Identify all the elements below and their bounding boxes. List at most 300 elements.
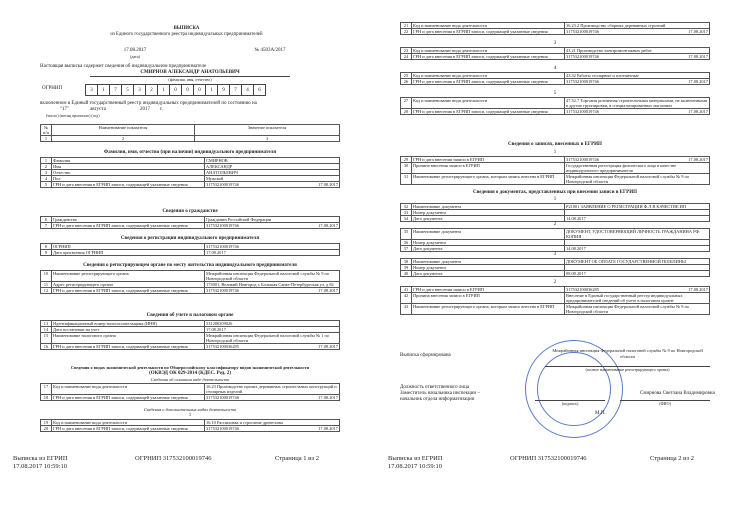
table-registration — [40, 243, 340, 256]
row-number-text: 40 — [403, 271, 409, 276]
section-documents: Сведения о документах, представленных при внесении записи в ЕГРИП — [472, 190, 638, 195]
row-label-text: ГРН и дата внесения в ЕГРИП записи, содержащей указанные сведения — [413, 109, 548, 114]
row-label-text: ГРН и дата внесения в ЕГРИП записи, содержащей указанные сведения — [53, 395, 188, 400]
row-label — [52, 223, 205, 229]
row-number — [41, 384, 52, 395]
row-label-text: Номер документа — [413, 240, 446, 245]
ogrnip-digit: 5 — [122, 85, 134, 96]
row-number-text: 42 — [403, 293, 409, 298]
row-value — [205, 250, 340, 256]
row-number — [401, 229, 412, 240]
row-label-text: Код и наименование вида деятельности — [53, 420, 128, 425]
row-label — [52, 384, 205, 395]
row-value-text: Внесение в Единый государственный реестр индивидуальных предпринимателей сведений об учете в налоговом органе — [566, 293, 683, 303]
row-value — [565, 216, 710, 222]
row-number-text: 28 — [403, 109, 409, 114]
row-value-text: 317532100019746 — [566, 79, 599, 84]
row-number-text: 18 — [43, 395, 49, 400]
state-year: 2017 — [140, 107, 150, 112]
row-label-text: Причина внесения записи в ЕГРИП — [413, 293, 480, 298]
row-label — [412, 271, 565, 277]
issued-label: Выписка сформирована — [400, 353, 451, 358]
row-label-text: Наименование документа — [413, 259, 462, 264]
row-value-text: 14.08.2017 — [566, 246, 586, 251]
row-value-text: Р21001 ЗАЯВЛЕНИЕ О РЕГИСТРАЦИИ Ф.Л В КАЧЕСТВЕ ИП — [566, 204, 687, 209]
table-okved-extra — [40, 419, 340, 432]
table-okved-main — [40, 383, 340, 401]
table-row — [41, 223, 340, 229]
row-value — [565, 109, 710, 115]
row-label — [52, 344, 205, 350]
ogrnip-digit: 6 — [254, 85, 266, 96]
row-date: 17.08.2017 — [318, 395, 338, 400]
row-number-text: 15 — [43, 333, 49, 338]
row-label-text: Причина внесения записи в ЕГРИП — [413, 163, 480, 168]
state-day: "17" — [60, 107, 70, 112]
row-value — [565, 304, 710, 315]
section-fio: Фамилия, имя, отчество (при наличии) индивидуального предпринимателя — [103, 150, 277, 155]
okved-main-caption: Сведения об основном виде деятельности — [150, 377, 230, 382]
ogrnip-digit: 4 — [242, 85, 254, 96]
table-records-2 — [400, 286, 710, 315]
row-value — [565, 79, 710, 85]
table-row — [401, 271, 710, 277]
row-number-text: 6 — [44, 217, 48, 222]
okved-n5: 5 — [553, 91, 557, 96]
table-records-1 — [400, 156, 710, 185]
row-label — [412, 229, 565, 240]
row-label-text: Код и наименование вида деятельности — [413, 23, 488, 28]
row-value-text: 531200309026 — [206, 321, 233, 326]
row-value-text: АНАТОЛЬЕВИЧ — [206, 170, 238, 175]
row-value — [565, 98, 710, 109]
section-reg-organ: Сведения о регистрирующем органе по месту жительства индивидуального предпринимателя — [83, 263, 297, 268]
ogrnip-digit-grid — [85, 84, 266, 96]
row-number-text: 38 — [403, 259, 409, 264]
statement-number: № 4503А/2017 — [254, 48, 286, 53]
row-label — [52, 250, 205, 256]
table-row — [41, 333, 340, 344]
row-value-text: ДОКУМЕНТ, УДОСТОВЕРЯЮЩИЙ ЛИЧНОСТЬ ГРАЖДАНИНА РФ: КОПИЯ — [566, 229, 701, 239]
row-label — [52, 182, 205, 188]
row-label — [52, 288, 205, 294]
row-value — [205, 182, 340, 188]
row-value-text: 317532100019746 — [206, 395, 239, 400]
row-value-text: 14.08.2017 — [566, 216, 586, 221]
table-row — [401, 246, 710, 252]
row-value-text: 317532100036285 — [566, 287, 599, 292]
ogrnip-digit: 7 — [110, 85, 122, 96]
row-label-text: Наименование регистрирующего органа, которым запись внесена в ЕГРИП — [413, 174, 555, 179]
row-value — [565, 293, 710, 304]
doc-n1: 1 — [553, 197, 557, 202]
row-label-text: ГРН и дата внесения в ЕГРИП записи, содержащей указанные сведения — [413, 54, 548, 59]
row-number-text: 33 — [403, 210, 409, 215]
row-number-text: 14 — [43, 327, 49, 332]
row-label-text: Дата присвоения ОГРНИП — [53, 250, 104, 255]
record-n1: 1 — [553, 150, 557, 155]
row-label-text: ГРН и дата внесения записи в ЕГРИП — [413, 287, 484, 292]
section-okved: Сведения о видах экономической деятельности по Общероссийскому классификатору видов экономической деятельности — [70, 365, 310, 370]
row-label-text: ГРН и дата внесения в ЕГРИП записи, содержащей указанные сведения — [53, 182, 188, 187]
doc-title: ВЫПИСКА — [173, 26, 200, 31]
footer-ogrnip: ОГРНИП 317532100019746 — [510, 455, 587, 462]
section-okved-2: (ОКВЭД ОК 029-2014 (КДЕС. Ред. 2) — [149, 371, 231, 376]
row-date: 17.08.2017 — [688, 157, 708, 162]
row-number-text: 43 — [403, 304, 409, 309]
row-number-text: 41 — [403, 287, 409, 292]
row-number-text: 25 — [403, 73, 409, 78]
footer-page: Страница 1 из 2 — [275, 455, 320, 462]
row-label-text: Пол — [53, 176, 61, 181]
col-value: Значение показателя — [195, 125, 340, 136]
issue-date-caption: (дата) — [130, 54, 140, 59]
issue-date: 17.08.2017 — [123, 48, 147, 53]
ogrnip-digit: 0 — [194, 85, 206, 96]
doc-subtitle: из Единого государственного реестра индивидуальных предпринимателей — [110, 32, 263, 37]
row-label-text: Код и наименование вида деятельности — [413, 98, 488, 103]
row-value-text: 317532100019746 — [566, 109, 599, 114]
row-label-text: Фамилия — [53, 158, 71, 163]
row-value-text: 173001, Великий Новгород г, Большая Санкт-Петербургская ул, д 82 — [206, 282, 334, 287]
row-label-text: Дата документа — [413, 216, 443, 221]
row-value — [205, 271, 340, 282]
row-value-text: 317532100019746 — [566, 54, 599, 59]
person-name-caption: (фамилия, имя, отчество) — [168, 77, 212, 82]
row-number — [41, 271, 52, 282]
row-value-text: Государственная регистрация физического лица в качестве индивидуального предпринимателя — [566, 163, 677, 173]
table-row — [401, 54, 710, 60]
table-row — [401, 79, 710, 85]
row-date: 17.08.2017 — [318, 344, 338, 349]
row-date: 17.08.2017 — [688, 287, 708, 292]
table-row — [401, 174, 710, 185]
row-label — [412, 79, 565, 85]
row-value — [565, 163, 710, 174]
row-number-text: 31 — [403, 174, 409, 179]
ogrnip-digit: 1 — [98, 85, 110, 96]
row-number-text: 39 — [403, 265, 409, 270]
row-number — [41, 288, 52, 294]
column-header-table — [40, 124, 340, 142]
table-reg-organ — [40, 270, 340, 294]
row-label — [412, 54, 565, 60]
row-value-text: 16.23.2 Производство сборных деревянных строений — [566, 23, 666, 28]
issuer-caption: (полное наименование регистрирующего органа) — [585, 367, 670, 372]
row-value — [205, 344, 340, 350]
signature-caption: (подпись) — [561, 401, 579, 406]
row-number — [41, 344, 52, 350]
row-value — [205, 223, 340, 229]
row-number — [401, 293, 412, 304]
col-name: Наименование показателя — [52, 125, 195, 136]
row-number-text: 7 — [44, 223, 48, 228]
table-row — [401, 229, 710, 240]
row-number-text: 34 — [403, 216, 409, 221]
officer-label: Должность ответственного лица — [400, 385, 469, 390]
row-label-text: Имя — [53, 164, 61, 169]
intro-text: Настоящая выписка содержит сведения об индивидуальном предпринимателе — [40, 64, 207, 69]
table-row — [41, 182, 340, 188]
row-value — [565, 246, 710, 252]
row-label-text: ГРН и дата внесения записи в ЕГРИП — [413, 157, 484, 162]
row-value — [205, 395, 340, 401]
row-number-text: 12 — [43, 288, 49, 293]
row-value — [205, 282, 340, 288]
included-text: включенном в Единый государственный реестр индивидуальных предпринимателей по состоянию на — [40, 101, 257, 106]
ogrnip-digit: 0 — [182, 85, 194, 96]
row-number-text: 30 — [403, 163, 409, 168]
row-number — [41, 426, 52, 432]
table-row — [401, 163, 710, 174]
ogrnip-digit: 2 — [146, 85, 158, 96]
row-number — [41, 250, 52, 256]
table-row — [401, 216, 710, 222]
row-value-text: АЛЕКСАНДР — [206, 164, 233, 169]
row-label-text: Наименование регистрирующего органа — [53, 271, 129, 276]
table-doc-1 — [400, 203, 710, 222]
table-row — [41, 395, 340, 401]
ogrnip-digit: 0 — [170, 85, 182, 96]
row-value-text: 317532100019746 — [206, 426, 239, 431]
row-label — [412, 98, 565, 109]
row-label — [412, 304, 565, 315]
row-label-text: Дата документа — [413, 271, 443, 276]
table-okved-4 — [400, 72, 710, 85]
issuer-text: Межрайонная инспекция Федеральной налоговой службы № 9 по Новгородской области — [552, 348, 703, 359]
row-number — [401, 109, 412, 115]
row-value-text: 16.10 Распиловка и строгание древесины — [206, 420, 283, 425]
row-label — [412, 109, 565, 115]
row-number-text: 22 — [403, 29, 409, 34]
row-label — [412, 216, 565, 222]
row-value-text: 317532100019746 — [206, 244, 239, 249]
table-doc-3 — [400, 258, 710, 277]
state-month: августа — [90, 107, 106, 112]
table-row — [401, 109, 710, 115]
row-number-text: 23 — [403, 48, 409, 53]
row-number-text: 4 — [44, 176, 48, 181]
row-number-text: 8 — [44, 244, 48, 249]
table-tax — [40, 320, 340, 350]
row-label-text: Номер документа — [413, 265, 446, 270]
table-citizenship — [40, 216, 340, 229]
table-okved-3 — [400, 47, 710, 60]
table-row — [401, 304, 710, 315]
row-date: 17.08.2017 — [688, 79, 708, 84]
table-row — [41, 344, 340, 350]
table-fio — [40, 157, 340, 188]
officer-name: Смирнова Светлана Владимировна — [640, 391, 715, 396]
okved-n4: 4 — [553, 66, 557, 71]
row-number-text: 36 — [403, 240, 409, 245]
row-label-text: ГРН и дата внесения в ЕГРИП записи, содержащей указанные сведения — [53, 223, 188, 228]
row-number-text: 16 — [43, 344, 49, 349]
row-value-text: 17.08.2017 — [206, 327, 226, 332]
row-label-text: ГРН и дата внесения в ЕГРИП записи, содержащей указанные сведения — [53, 426, 188, 431]
row-value-text: Межрайонная инспекция Федеральной налоговой службы № 9 по Новгородской области — [206, 271, 330, 281]
row-number — [401, 216, 412, 222]
row-value-text: 317532100019746 — [566, 157, 599, 162]
row-label — [412, 163, 565, 174]
table-row — [401, 29, 710, 35]
row-value — [565, 54, 710, 60]
footer-left-2: 17.08.2017 10:59:10 — [388, 463, 442, 470]
row-number-text: 32 — [403, 204, 409, 209]
footer-ogrnip: ОГРНИП 317532100019746 — [135, 455, 212, 462]
row-value — [205, 333, 340, 344]
document-page-1 — [10, 10, 363, 478]
row-number-text: 10 — [43, 271, 49, 276]
row-number — [401, 79, 412, 85]
row-label-text: Наименование регистрирующего органа, которым запись внесена в ЕГРИП — [413, 304, 555, 309]
row-label-text: Наименование документа — [413, 229, 462, 234]
section-records: Сведения о записях, внесенных в ЕГРИП — [508, 142, 602, 147]
row-value-text: СМИРНОВ — [206, 158, 228, 163]
row-value-text: 17.08.2017 — [206, 250, 226, 255]
row-number-text: 2 — [44, 164, 48, 169]
row-number-text: 20 — [43, 426, 49, 431]
section-tax: Сведения об учете в налоговом органе — [146, 313, 234, 318]
row-number-text: 26 — [403, 79, 409, 84]
row-number-text: 19 — [43, 420, 49, 425]
row-number-text: 27 — [403, 98, 409, 103]
row-label — [412, 174, 565, 185]
col-n3: 3 — [195, 136, 340, 142]
ogrnip-digit: 1 — [158, 85, 170, 96]
row-label — [52, 395, 205, 401]
row-number-text: 9 — [44, 250, 48, 255]
row-label-text: Номер документа — [413, 210, 446, 215]
section-citizenship: Сведения о гражданстве — [162, 209, 218, 214]
col-n1: 1 — [41, 136, 52, 142]
table-okved-2 — [400, 22, 710, 35]
row-number-text: 1 — [44, 158, 48, 163]
row-date: 17.08.2017 — [688, 109, 708, 114]
table-row — [41, 271, 340, 282]
row-label-text: Отчество — [53, 170, 71, 175]
row-value-text: 08.08.2017 — [566, 271, 586, 276]
row-number-text: 17 — [43, 384, 49, 389]
row-number-text: 24 — [403, 54, 409, 59]
row-value-text: 317532100019746 — [206, 288, 239, 293]
row-label-text: Наименование документа — [413, 204, 462, 209]
row-value — [565, 174, 710, 185]
row-value — [565, 29, 710, 35]
row-label-text: ГРН и дата внесения в ЕГРИП записи, содержащей указанные сведения — [413, 79, 548, 84]
table-doc-2 — [400, 228, 710, 252]
row-label-text: Код и наименование вида деятельности — [413, 73, 488, 78]
row-value-text: 43.32 Работы столярные и плотничные — [566, 73, 639, 78]
row-label-text: ГРН и дата внесения в ЕГРИП записи, содержащей указанные сведения — [53, 344, 188, 349]
state-captions: (число) (месяц прописью) (год) — [46, 113, 100, 118]
ogrnip-label: ОГРНИП — [42, 86, 63, 91]
footer-left-1: Выписка из ЕГРИП — [13, 455, 68, 462]
row-value — [205, 288, 340, 294]
row-number-text: 5 — [44, 182, 48, 187]
row-number-text: 3 — [44, 170, 48, 175]
name-caption: (ФИО) — [659, 401, 671, 406]
table-row — [41, 384, 340, 395]
row-value-text: ДОКУМЕНТ ОБ ОПЛАТЕ ГОСУДАРСТВЕННОЙ ПОШЛИНЫ — [566, 259, 686, 264]
mp-label: М.П. — [595, 411, 606, 416]
row-label — [412, 29, 565, 35]
row-value-text: 47.52.7 Торговля розничная строительными материалами, не включенными в другие группировки, в специализированных магазинах — [566, 98, 708, 108]
table-row — [41, 426, 340, 432]
row-label-text: Гражданство — [53, 217, 78, 222]
row-number-text: 35 — [403, 229, 409, 234]
row-value — [205, 426, 340, 432]
row-number — [41, 223, 52, 229]
row-value-text: 43.21 Производство электромонтажных работ — [566, 48, 652, 53]
row-value — [565, 271, 710, 277]
row-label — [52, 426, 205, 432]
row-value — [565, 229, 710, 240]
state-year-suffix: г. — [160, 107, 163, 112]
row-value-text: 317532100019746 — [206, 182, 239, 187]
row-value-text: Мужской — [206, 176, 224, 181]
row-number — [401, 271, 412, 277]
row-number — [401, 246, 412, 252]
okved-n3: 3 — [553, 41, 557, 46]
row-value — [205, 384, 340, 395]
row-number — [41, 182, 52, 188]
table-row — [401, 293, 710, 304]
row-label-text: ГРН и дата внесения в ЕГРИП записи, содержащей указанные сведения — [413, 29, 548, 34]
table-okved-5 — [400, 97, 710, 115]
row-number-text: 13 — [43, 321, 49, 326]
footer-left-1: Выписка из ЕГРИП — [388, 455, 443, 462]
row-value-text: Межрайонная инспекция Федеральной налоговой службы № 9 по Новгородской области — [566, 304, 690, 314]
row-number — [401, 174, 412, 185]
row-label — [52, 271, 205, 282]
row-number-text: 37 — [403, 246, 409, 251]
row-date: 17.08.2017 — [318, 182, 338, 187]
row-date: 17.08.2017 — [318, 426, 338, 431]
row-label — [52, 333, 205, 344]
footer-left-2: 17.08.2017 10:59:10 — [13, 463, 67, 470]
table-row — [41, 288, 340, 294]
row-number — [401, 54, 412, 60]
row-number-text: 29 — [403, 157, 409, 162]
table-row — [401, 98, 710, 109]
col-n2: 2 — [52, 136, 195, 142]
row-number — [401, 304, 412, 315]
ogrnip-digit: 9 — [218, 85, 230, 96]
doc-n2: 2 — [553, 222, 557, 227]
row-date: 17.08.2017 — [318, 223, 338, 228]
row-label-text: ОГРНИП — [53, 244, 71, 249]
section-registration: Сведения о регистрации индивидуального предпринимателя — [120, 236, 260, 241]
row-label-text: ГРН и дата внесения в ЕГРИП записи, содержащей указанные сведения — [53, 288, 188, 293]
row-label — [412, 293, 565, 304]
person-name: СМИРНОВ АЛЕКСАНДР АНАТОЛЬЕВИЧ — [140, 70, 240, 75]
row-label-text: Адрес регистрирующего органа — [53, 282, 113, 287]
row-label-text: Дата документа — [413, 246, 443, 251]
row-value-text: 16.23 Производство прочих деревянных строительных конструкций и столярных изделий — [206, 384, 337, 394]
row-number — [401, 163, 412, 174]
row-date: 17.08.2017 — [318, 288, 338, 293]
row-label-text: Код и наименование вида деятельности — [53, 384, 128, 389]
row-value-text: Межрайонная инспекция Федеральной налоговой службы № 9 по Новгородской области — [566, 174, 690, 184]
row-label-text: Наименование налогового органа — [53, 333, 116, 338]
okved-extra-caption: Сведения о дополнительных видах деятельности — [143, 407, 237, 412]
row-value-text: 317532100019746 — [566, 29, 599, 34]
footer-page: Страница 2 из 2 — [650, 455, 695, 462]
row-value-text: Межрайонная инспекция Федеральной налоговой службы № 1 по Новгородской области — [206, 333, 330, 343]
row-date: 17.08.2017 — [688, 29, 708, 34]
ogrnip-digit: 3 — [86, 85, 98, 96]
